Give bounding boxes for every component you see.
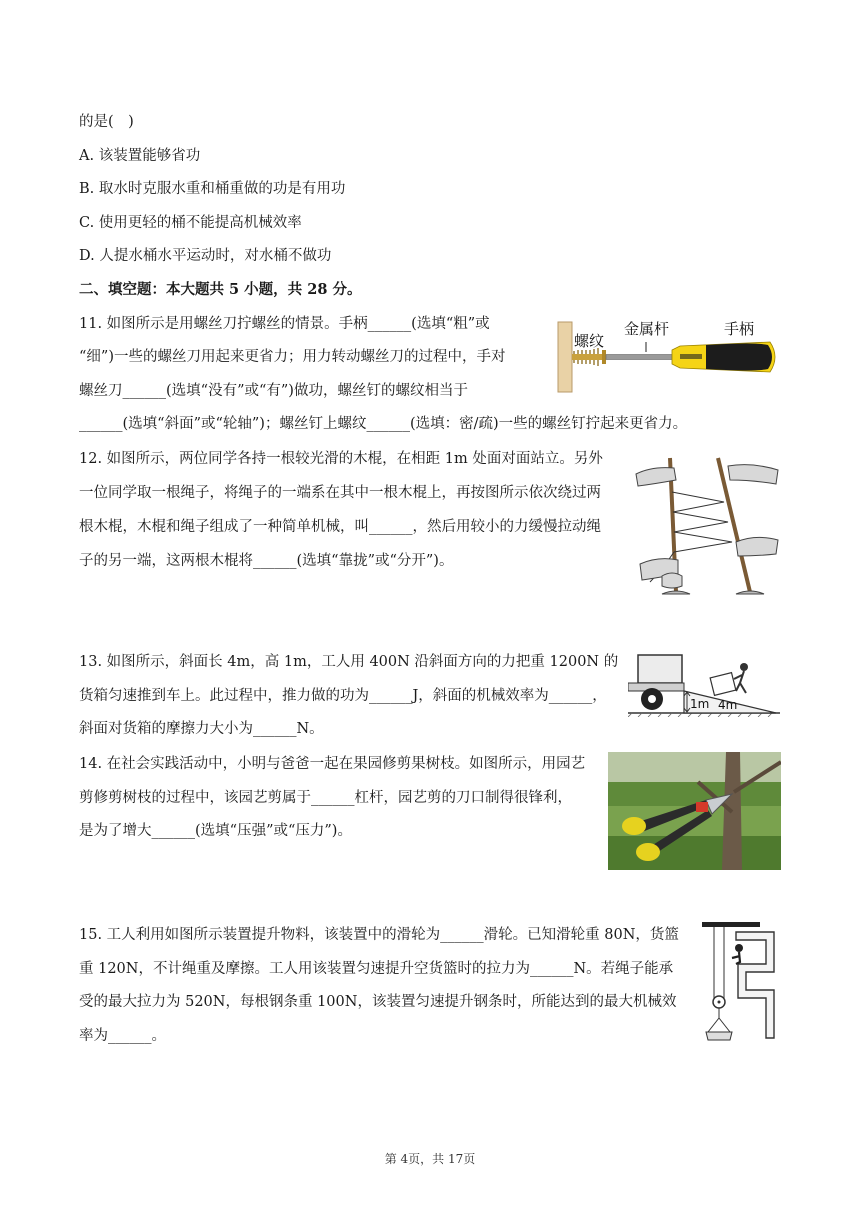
q10-tail: 的是( ) (79, 114, 134, 130)
metal-rod (606, 355, 672, 360)
handle-label: 手柄 (724, 320, 755, 338)
incline-figure (628, 651, 780, 717)
q11-line-4: ______(选填“斜面”或“轮轴”)；螺丝钉上螺纹______(选填：密/疏)一些的螺丝钉拧起来更省力。 (79, 416, 688, 432)
q14-line-3: 是为了增大______(选填“压强”或“压力”)。 (79, 823, 352, 839)
q12-line-3: 根木棍，木棍和绳子组成了一种简单机械，叫______，然后用较小的力缓慢拉动绳 (79, 519, 601, 535)
worker-icon (735, 944, 743, 952)
left-glove (622, 817, 646, 835)
section-heading: 二、填空题：本大题共 5 小题，共 28 分。 (79, 281, 362, 298)
q10-option-c: C. 使用更轻的桶不能提高机械效率 (79, 215, 302, 231)
rod-label: 金属杆 (624, 320, 670, 338)
q12-line-1: 12. 如图所示，两位同学各持一根较光滑的木棍，在相距 1m 处面对面站立。另外 (79, 451, 603, 467)
q14-line-1: 14. 在社会实践活动中，小明与爸爸一起在果园修剪果树枝。如图所示，用园艺 (79, 756, 586, 772)
q13-line-2: 货箱匀速推到车上。此过程中，推力做的功为______J，斜面的机械效率为______， (79, 688, 607, 704)
top-beam (702, 922, 760, 927)
handle-grip (706, 344, 772, 371)
right-glove (636, 843, 660, 861)
q15-line-3: 受的最大拉力为 520N，每根钢条重 100N，该装置匀速提升钢条时，所能达到的最大机械效 (79, 994, 677, 1010)
wooden-board (558, 322, 572, 392)
q12-line-4: 子的另一端，这两根木棍将______(选填“靠拢”或“分开”)。 (79, 553, 454, 569)
thread-label: 螺纹 (574, 332, 605, 350)
q11-line-1: 11. 如图所示是用螺丝刀拧螺丝的情景。手柄______(选填“粗”或 (79, 316, 490, 332)
screwdriver-figure (556, 312, 782, 394)
page-footer: 第 4页，共 17页 (384, 1152, 476, 1166)
worker-icon (740, 663, 748, 671)
height-label: 1m (690, 697, 710, 711)
q15-line-2: 重 120N，不计绳重及摩擦。工人用该装置匀速提升空货篮时的拉力为______N。若绳子能承 (79, 961, 674, 977)
pruning-photo (608, 752, 781, 870)
sticks-rope-figure (632, 452, 782, 602)
q13-line-3: 斜面对货箱的摩擦力大小为______N。 (79, 721, 324, 737)
q10-option-d: D. 人提水桶水平运动时，对水桶不做功 (79, 248, 332, 264)
pulley-figure (700, 918, 782, 1048)
q12-line-2: 一位同学取一根绳子，将绳子的一端系在其中一根木棍上，再按图所示依次绕过两 (79, 485, 601, 501)
length-label: 4m (718, 698, 738, 712)
q11-line-2: “细”)一些的螺丝刀用起来更省力；用力转动螺丝刀的过程中，手对 (79, 349, 506, 365)
q10-option-a: A. 该装置能够省功 (79, 148, 201, 164)
q11-line-3: 螺丝刀______(选填“没有”或“有”)做功，螺丝钉的螺纹相当于 (79, 383, 468, 399)
q10-option-b: B. 取水时克服水重和桶重做的功是有用功 (79, 181, 346, 197)
q15-line-4: 率为______。 (79, 1028, 166, 1044)
screw-body (572, 354, 602, 360)
cargo-box (710, 673, 736, 696)
truck-box (638, 655, 682, 683)
basket (706, 1032, 732, 1040)
q13-line-1: 13. 如图所示，斜面长 4m，高 1m，工人用 400N 沿斜面方向的力把重 1200N 的 (79, 654, 619, 670)
q15-line-1: 15. 工人利用如图所示装置提升物料，该装置中的滑轮为______滑轮。已知滑轮重 80N，货篮 (79, 927, 679, 943)
q14-line-2: 剪修剪树枝的过程中，该园艺剪属于______杠杆，园艺剪的刀口制得很锋利， (79, 790, 572, 806)
